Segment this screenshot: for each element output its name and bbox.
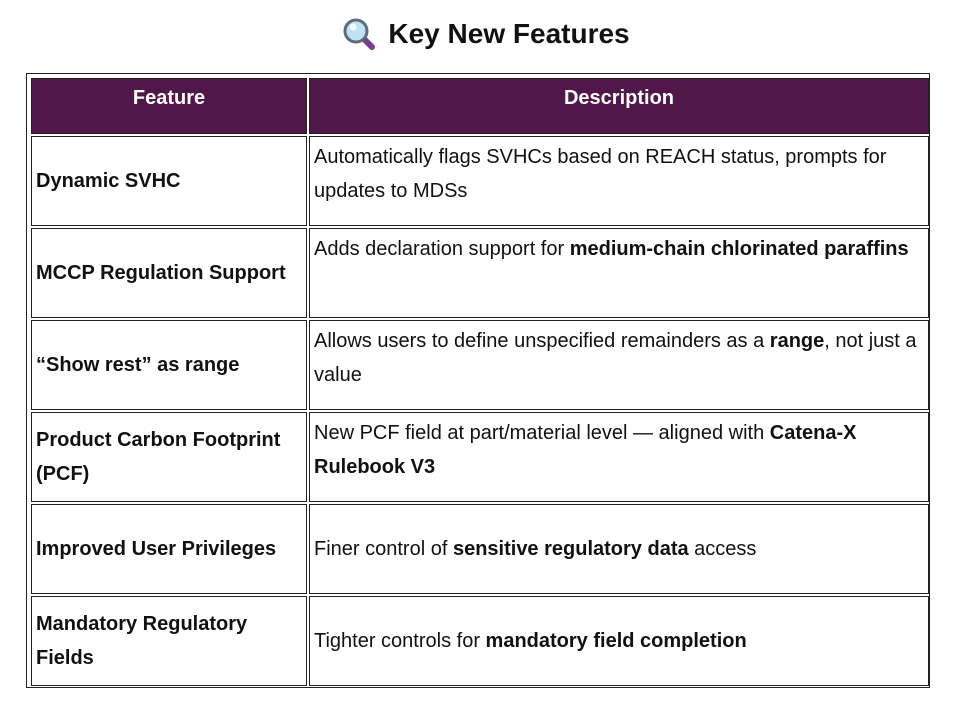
description-text: Allows users to define unspecified remainders as a — [314, 330, 770, 352]
description-cell — [309, 412, 929, 502]
feature-cell: Mandatory Regulatory Fields — [31, 596, 307, 686]
feature-cell: “Show rest” as range — [31, 320, 307, 410]
feature-cell: Improved User Privileges — [31, 504, 307, 594]
description-cell — [309, 320, 929, 410]
page-title — [0, 12, 972, 56]
table-row — [31, 412, 929, 502]
description-text: access — [688, 538, 757, 560]
description-cell — [309, 136, 929, 226]
header-description: Description — [309, 78, 929, 134]
description-emphasis: sensitive regulatory data — [452, 538, 689, 560]
table-row — [31, 504, 929, 594]
header-feature: Feature — [31, 78, 307, 134]
description-emphasis: medium-chain chlorinated paraffins — [569, 238, 909, 260]
table-row — [31, 320, 929, 410]
description-emphasis: range — [769, 330, 825, 352]
features-table — [29, 76, 931, 688]
feature-cell: MCCP Regulation Support — [31, 228, 307, 318]
description-emphasis: Catena-X Rulebook V3 — [314, 422, 857, 478]
feature-cell: Dynamic SVHC — [31, 136, 307, 226]
description-cell — [309, 596, 929, 686]
description-emphasis: mandatory field completion — [485, 630, 747, 652]
description-text: Adds declaration support for — [314, 238, 570, 260]
description-text: New PCF field at part/material level — aligned with — [314, 422, 770, 444]
table-header-row — [31, 78, 929, 134]
feature-cell: Product Carbon Footprint (PCF) — [31, 412, 307, 502]
description-text: , not just a value — [314, 330, 917, 386]
description-text: Automatically flags SVHCs based on REACH status, prompts for updates to MDSs — [314, 146, 887, 202]
table-row — [31, 228, 929, 318]
description-text: Tighter controls for — [314, 630, 486, 652]
title-text: Key New Features — [388, 18, 630, 49]
table-row — [31, 136, 929, 226]
description-text: Finer control of — [314, 538, 453, 560]
magnifying-glass-icon — [342, 17, 376, 51]
features-table-frame — [26, 73, 930, 688]
table-row — [31, 596, 929, 686]
description-cell — [309, 228, 929, 318]
description-cell — [309, 504, 929, 594]
